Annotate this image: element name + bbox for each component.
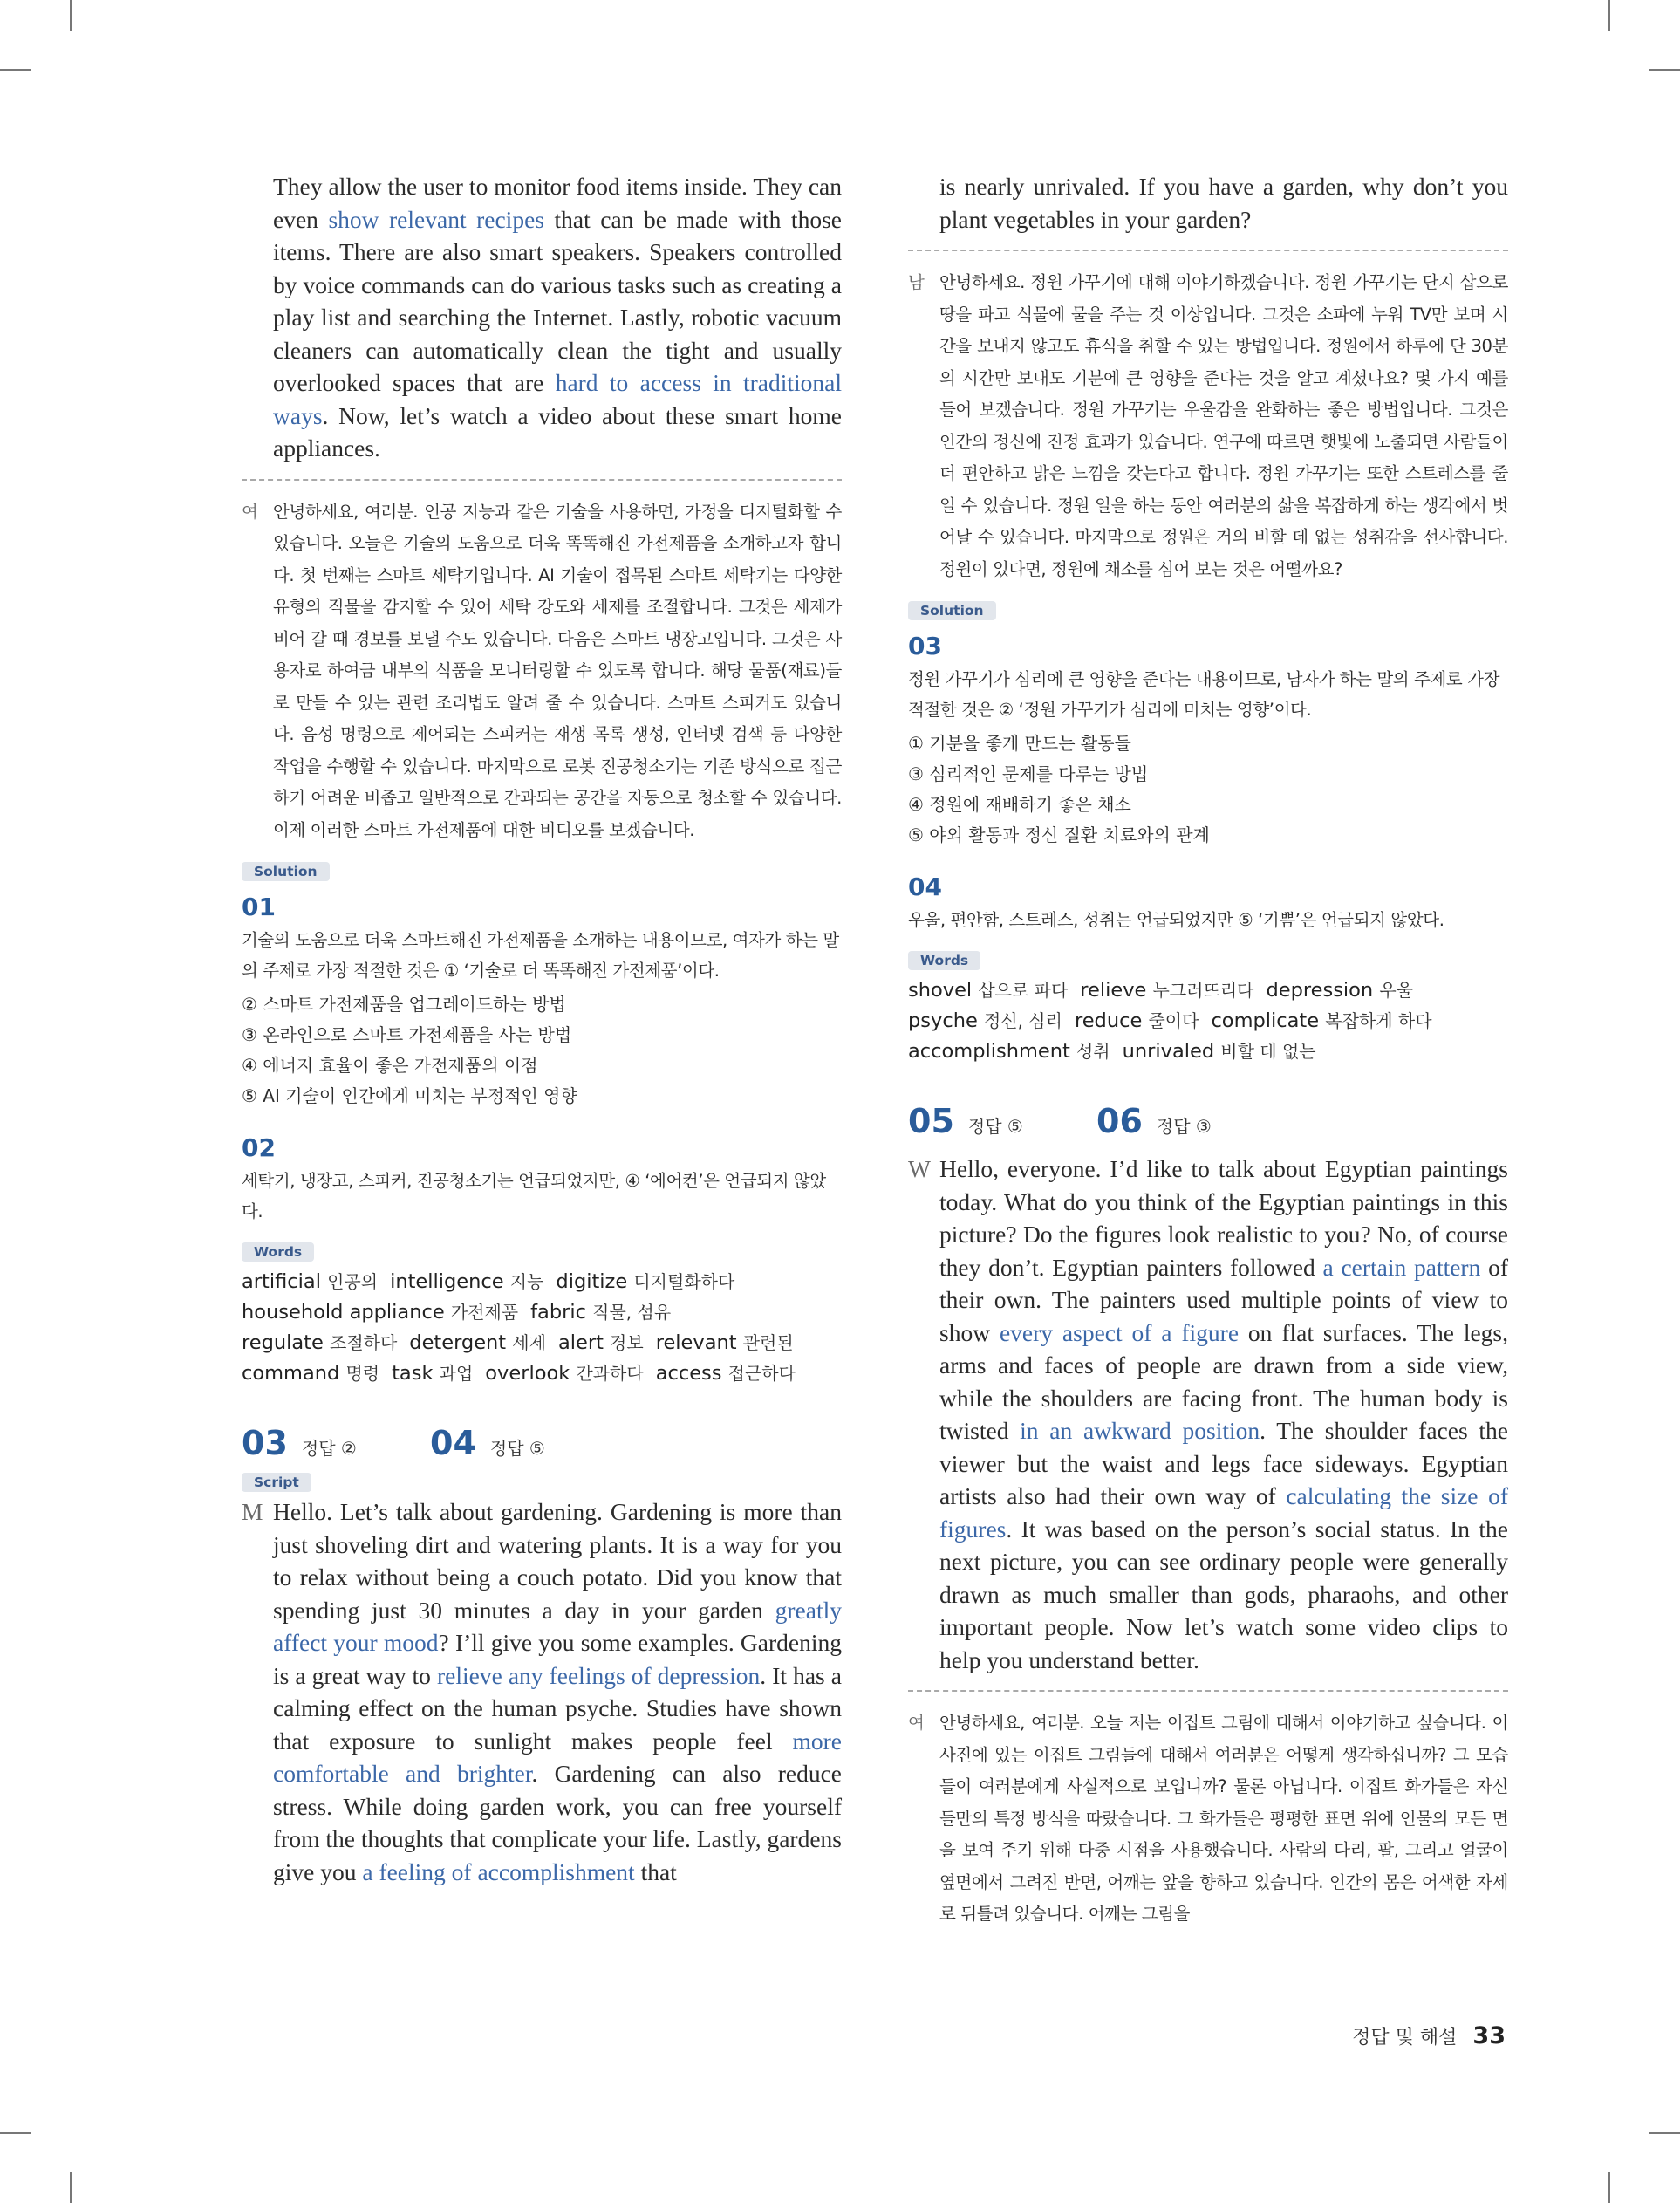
vocab-meaning: 인공의 [327,1271,379,1292]
answer-label: 정답 ③ [1156,1116,1212,1137]
answer-number: 06 [1096,1102,1143,1140]
vocab-term: overlook [485,1362,577,1385]
vocab-meaning: 조절하다 [330,1332,398,1353]
text-segment: is nearly unrivaled. If you have a garden, why don’t you plant vegetables in your garden? [939,173,1508,233]
vocab-meaning: 관련된 [742,1332,794,1353]
text-segment: that can be made with those items. There are also smart speakers. Speakers controlled by voice commands can do various tasks such as creating a play list and searching the Internet. Lastly, robotic vacuum cleaners can automatically clean the tight and usually overlooked spaces that are [273,205,842,396]
right-column [908,170,1508,1931]
text-segment: on flat surfaces. The legs, arms and faces of people are drawn from a side view, while the shoulders are facing front. The human body is twisted [939,1318,1508,1444]
vocab-meaning: 줄이다 [1148,1010,1199,1031]
script-text [273,1495,842,1888]
highlighted-phrase: greatly affect your mood [273,1596,842,1656]
vocab-meaning: 성취 [1076,1041,1110,1062]
vocab-line [908,1037,1508,1067]
text-segment: . Gardening can also reduce stress. While doing garden work, you can free yourself from the thoughts that complicate your life. Lastly, gardens give you [273,1760,842,1885]
answer-label: 정답 ② [301,1438,357,1459]
crop-mark [70,0,72,31]
solution-text-02: 세탁기, 냉장고, 스피커, 진공청소기는 언급되었지만, ④ ‘에어컨’은 언급되지 않았다. [242,1171,826,1221]
answer-04 [430,1424,618,1462]
highlighted-phrase: show relevant recipes [328,205,544,233]
crop-mark [1649,2132,1680,2134]
answer-06 [1096,1102,1285,1140]
vocab-term: fabric [530,1301,593,1324]
divider [908,1690,1508,1692]
vocab-line [908,1006,1508,1037]
vocab-term: accomplishment [908,1040,1076,1063]
question-number-01: 01 [242,893,276,921]
crop-mark [0,69,31,71]
answer-number: 03 [242,1424,288,1462]
speaker-label: W [908,1155,931,1182]
vocab-meaning: 누그러뜨리다 [1152,980,1254,1001]
vocabulary-list [908,975,1508,1067]
script-block [908,1153,1508,1676]
korean-translation-block [908,1707,1508,1931]
vocab-line [242,1358,842,1389]
answer-number: 04 [430,1424,476,1462]
vocab-meaning: 가전제품 [450,1302,519,1323]
speaker-label: 여 [242,501,258,522]
vocab-meaning: 경보 [610,1332,644,1353]
vocab-term: reduce [1074,1009,1149,1032]
crop-mark [70,2172,72,2203]
crop-mark [1608,2172,1610,2203]
vocab-meaning: 복잡하게 하다 [1325,1010,1432,1031]
vocab-term: detergent [409,1331,513,1354]
vocab-term: digitize [556,1270,634,1293]
solution-badge: Solution [242,862,330,881]
text-segment: ? I’ll give you some examples. Gardening is a great way to [273,1629,842,1689]
vocab-meaning: 디지털화하다 [633,1271,735,1292]
text-segment: . Now, let’s watch a video about these smart home appliances. [273,401,842,462]
text-segment: . It has a calming effect on the human psyche. Studies have shown that exposure to sunlight makes people feel [273,1661,842,1755]
words-badge: Words [908,951,980,970]
answer-label: 정답 ⑤ [489,1438,545,1459]
option-item: ④ 정원에 재배하기 좋은 채소 [908,794,1131,815]
vocab-term: relieve [1080,979,1153,1002]
highlighted-phrase: relieve any feelings of depression [436,1661,761,1689]
script-continuation [908,170,1508,236]
crop-mark [0,2132,31,2134]
korean-translation: 안녕하세요, 여러분. 오늘 저는 이집트 그림에 대해서 이야기하고 싶습니다. 이 사진에 있는 이집트 그림들에 대해서 여러분은 어떻게 생각하십니까? 그 모습들이 여러분에게 사실적으로 보입니까? 물론 아닙니다. 이집트 화가들은 자신들만의 특정 방식을 따랐습니다. 그 화가들은 평평한 표면 위에 인물의 모든 면을 보여 주기 위해 다중 시점을 사용했습니다. 사람의 다리, 팔, 그리고 얼굴이 옆면에서 그려진 반면, 어깨는 앞을 향하고 있습니다. 인간의 몸은 어색한 자세로 뒤틀려 있습니다. 어깨는 그림을 [939,1713,1508,1924]
page-number: 33 [1472,2022,1506,2049]
vocab-term: depression [1266,979,1380,1002]
speaker-label: 남 [908,272,925,292]
crop-mark [1608,0,1610,31]
vocab-meaning: 명령 [345,1363,380,1384]
vocab-line [242,1328,842,1358]
highlighted-phrase: a certain pattern [1322,1253,1481,1281]
option-item: ⑤ 야외 활동과 정신 질환 치료와의 관계 [908,824,1210,845]
vocab-meaning: 접근하다 [727,1363,796,1384]
vocab-meaning: 직물, 섬유 [592,1302,672,1323]
question-number-02: 02 [242,1133,276,1162]
script-badge: Script [242,1473,311,1492]
text-segment: of their own. The painters used multiple points of view to show [939,1253,1508,1346]
vocab-meaning: 세제 [512,1332,546,1353]
vocab-term: psyche [908,1009,984,1032]
answer-05 [908,1102,1096,1140]
option-item: ① 기분을 좋게 만드는 활동들 [908,733,1131,754]
highlighted-phrase: more comfortable and brighter [273,1727,842,1787]
solution-badge: Solution [908,601,996,620]
vocab-meaning: 정신, 심리 [983,1010,1062,1031]
speaker-label: M [242,1498,263,1525]
crop-mark [1649,69,1680,71]
vocab-term: regulate [242,1331,330,1354]
text-segment: Hello, everyone. I’d like to talk about Egyptian paintings today. What do you think of the Egyptian paintings in this picture? Do the figures look realistic to you? No, of course they don’t. Egyptian painters followed [939,1155,1508,1281]
highlighted-phrase: calculating the size of figures [939,1482,1508,1543]
divider [908,250,1508,251]
footer-label: 정답 및 해설 [1352,2027,1458,2049]
answer-header-05-06 [908,1102,1508,1140]
script-text [939,1153,1508,1676]
option-item: ③ 심리적인 문제를 다루는 방법 [908,763,1149,784]
vocab-term: artificial [242,1270,328,1293]
speaker-label: 여 [908,1713,925,1733]
text-segment: . It was based on the person’s social status. In the next picture, you can see ordinary people were generally drawn as much smaller than gods, pharaohs, and other important people. Now let’s watch some video clips to help you understand better. [939,1515,1508,1673]
korean-translation: 안녕하세요, 여러분. 인공 지능과 같은 기술을 사용하면, 가정을 디지털화할 수 있습니다. 오늘은 기술의 도움으로 더욱 똑똑해진 가전제품을 소개하고자 합니다. 첫 번째는 스마트 세탁기입니다. AI 기술이 접목된 스마트 세탁기는 다양한 유형의 직물을 감지할 수 있어 세탁 강도와 세제를 조절합니다. 그것은 세제가 비어 갈 때 경보를 보낼 수도 있습니다. 다음은 스마트 냉장고입니다. 그것은 사용자로 하여금 내부의 식품을 모니터링할 수 있도록 합니다. 해당 물품(재료)들로 만들 수 있는 관련 조리법도 알려 줄 수 있습니다. 스마트 스피커도 있습니다. 음성 명령으로 제어되는 스피커는 재생 목록 생성, 인터넷 검색 등 다양한 작업을 수행할 수 있습니다. 마지막으로 로봇 진공청소기는 기존 방식으로 접근하기 어려운 비좁고 일반적으로 간과되는 공간을 자동으로 청소할 수 있습니다. 이제 이러한 스마트 가전제품에 대한 비디오를 보겠습니다. [273,501,842,840]
text-segment: They allow the user to monitor food items inside. They can even [273,173,842,233]
vocab-meaning: 지능 [509,1271,544,1292]
vocabulary-list [242,1267,842,1389]
highlighted-phrase: a feeling of accomplishment [362,1857,635,1885]
solution-text-01: 기술의 도움으로 더욱 스마트해진 가전제품을 소개하는 내용이므로, 여자가 하는 말의 주제로 가장 적절한 것은 ① ‘기술로 더 똑똑해진 가전제품’이다. [242,930,839,981]
vocab-term: access [655,1362,728,1385]
korean-translation-block [242,496,842,847]
vocab-term: command [242,1362,346,1385]
option-item: ④ 에너지 효율이 좋은 가전제품의 이점 [242,1055,538,1076]
question-number-03: 03 [908,632,942,660]
divider [242,479,842,481]
question-number-04: 04 [908,872,942,901]
text-segment: Hello. Let’s talk about gardening. Gardening is more than just shoveling dirt and watering plants. It is a way for you to relax without being a couch potato. Did you know that spending just 30 minutes a day in your garden [273,1498,842,1624]
answer-header-03-04 [242,1424,842,1462]
intro-script-continuation [242,170,842,465]
script-block [242,1495,842,1888]
vocab-line [908,975,1508,1006]
vocab-line [242,1267,842,1297]
highlighted-phrase: hard to access in traditional ways [273,369,842,429]
option-item: ⑤ AI 기술이 인간에게 미치는 부정적인 영향 [242,1085,577,1106]
page-footer [1352,2022,1506,2049]
left-column [242,170,842,1888]
vocab-term: unrivaled [1122,1040,1221,1063]
vocab-meaning: 삽으로 파다 [978,980,1069,1001]
solution-text-03: 정원 가꾸기가 심리에 큰 영향을 준다는 내용이므로, 남자가 하는 말의 주제로 가장 적절한 것은 ② ‘정원 가꾸기가 심리에 미치는 영향’이다. [908,669,1500,720]
answer-number: 05 [908,1102,954,1140]
answer-label: 정답 ⑤ [967,1116,1023,1137]
text-segment: that [634,1857,677,1885]
vocab-meaning: 과업 [439,1363,474,1384]
option-item: ③ 온라인으로 스마트 가전제품을 사는 방법 [242,1024,572,1045]
korean-translation: 안녕하세요. 정원 가꾸기에 대해 이야기하겠습니다. 정원 가꾸기는 단지 삽으로 땅을 파고 식물에 물을 주는 것 이상입니다. 그것은 소파에 누워 TV만 보며 시간을 보내지 않고도 휴식을 취할 수 있는 방법입니다. 정원에서 하루에 단 30분의 시간만 보내도 기분에 큰 영향을 준다는 것을 알고 계셨나요? 몇 가지 예를 들어 보겠습니다. 정원 가꾸기는 우울감을 완화하는 좋은 방법입니다. 그것은 인간의 정신에 진정 효과가 있습니다. 연구에 따르면 햇빛에 노출되면 사람들이 더 편안하고 밝은 느낌을 갖는다고 합니다. 정원 가꾸기는 또한 스트레스를 줄일 수 있습니다. 정원 일을 하는 동안 여러분의 삶을 복잡하게 하는 생각에서 벗어날 수 있습니다. 마지막으로 정원은 거의 비할 데 없는 성취감을 선사합니다. 정원이 있다면, 정원에 채소를 심어 보는 것은 어떨까요? [939,272,1508,579]
vocab-term: complicate [1211,1009,1326,1032]
option-list-03 [908,729,1508,851]
option-item: ② 스마트 가전제품을 업그레이드하는 방법 [242,994,566,1015]
words-badge: Words [242,1242,314,1262]
vocab-term: relevant [655,1331,743,1354]
vocab-term: alert [557,1331,611,1354]
answer-03 [242,1424,430,1462]
option-list-01 [242,989,842,1112]
vocab-meaning: 비할 데 없는 [1220,1041,1316,1062]
solution-text-04: 우울, 편안함, 스트레스, 성취는 언급되었지만 ⑤ ‘기쁨’은 언급되지 않았다. [908,910,1444,930]
text-segment: . The shoulder faces the viewer but the waist and legs face sideways. Egyptian artists also had their own way of [939,1417,1508,1509]
vocab-term: shovel [908,979,979,1002]
vocab-meaning: 우울 [1379,980,1413,1001]
vocab-term: task [392,1362,440,1385]
highlighted-phrase: every aspect of a figure [999,1318,1240,1346]
highlighted-phrase: in an awkward position [1020,1417,1260,1444]
vocab-term: household appliance [242,1301,451,1324]
vocab-line [242,1297,842,1328]
vocab-meaning: 간과하다 [576,1363,644,1384]
vocab-term: intelligence [390,1270,510,1293]
korean-translation-block [908,267,1508,585]
